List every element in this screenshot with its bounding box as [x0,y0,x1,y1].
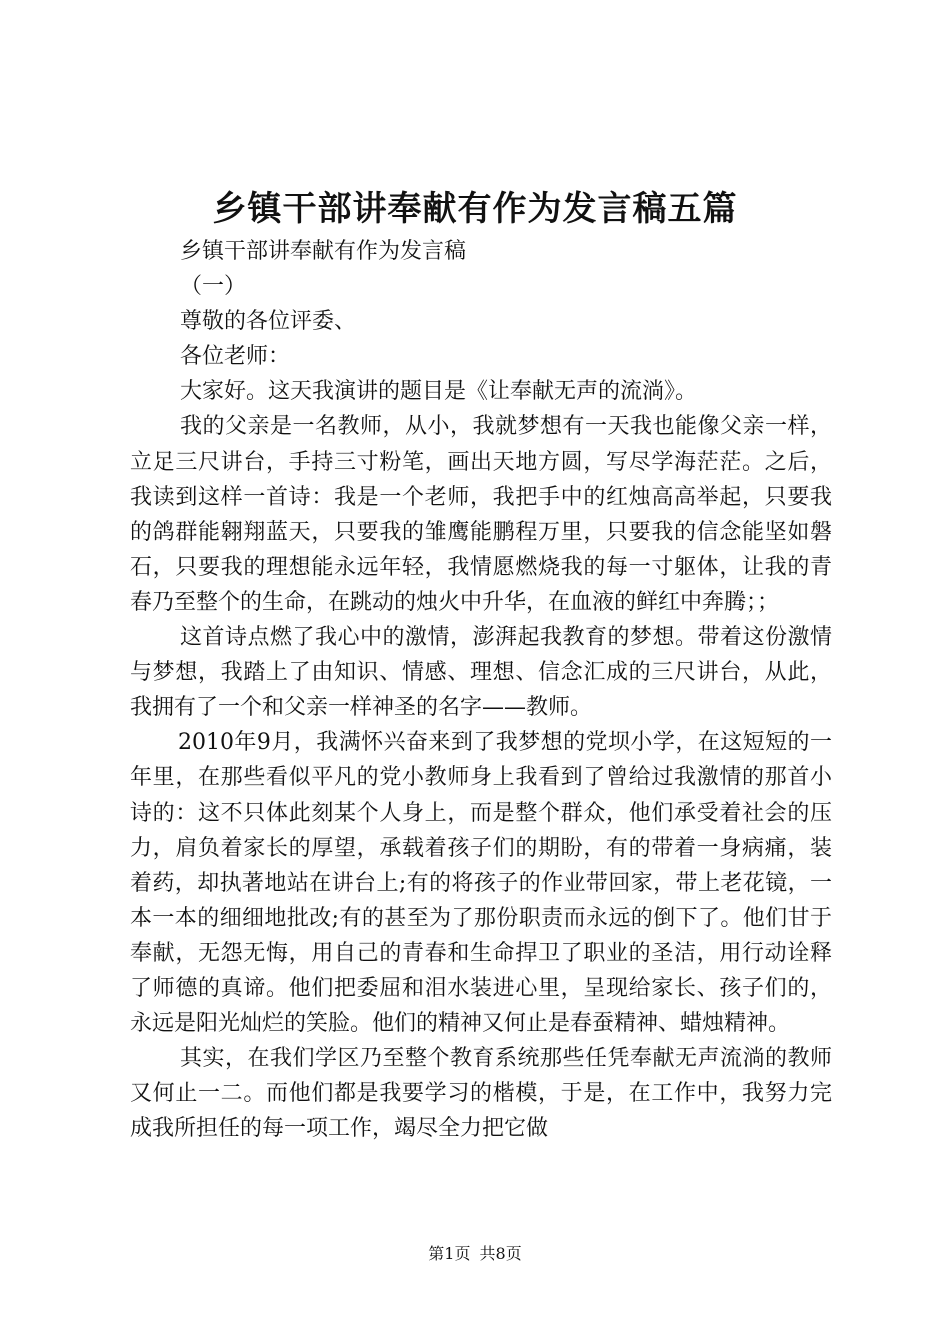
section-number: （一） [180,274,247,300]
salutation-line-2: 各位老师： [180,344,291,370]
page-footer [0,1244,950,1264]
document-title: 乡镇干部讲奉献有作为发言稿五篇 [212,189,738,229]
page-number: 第1页 [428,1244,471,1263]
greeting-paragraph: 大家好。这天我演讲的题目是《让奉献无声的流淌》。 [180,379,698,405]
body-paragraph: 其实，在我们学区乃至整个教育系统那些任凭奉献无声流淌的教师又何止一二。而他们都是我要学习的楷模，于是，在工作中，我努力完成我所担任的每一项工作，竭尽全力把它做 [130,1046,832,1142]
body-paragraph: 我的父亲是一名教师，从小，我就梦想有一天我也能像父亲一样，立足三尺讲台，手持三寸粉笔，画出天地方圆，写尽学海茫茫。之后，我读到这样一首诗：我是一个老师，我把手中的红烛高高举起，只要我的鸽群能翱翔蓝天，只要我的雏鹰能鹏程万里，只要我的信念能坚如磐石，只要我的理想能永远年轻，我情愿燃烧我的每一寸躯体，让我的青春乃至整个的生命，在跳动的烛火中升华，在血液的鲜红中奔腾；； [130,414,832,615]
page-total: 共8页 [479,1244,522,1263]
salutation-line-1: 尊敬的各位评委、 [180,309,357,335]
subtitle-paragraph: 乡镇干部讲奉献有作为发言稿 [180,239,467,264]
body-paragraph: 这首诗点燃了我心中的激情，澎湃起我教育的梦想。带着这份激情与梦想，我踏上了由知识、情感、理想、信念汇成的三尺讲台，从此，我拥有了一个和父亲一样神圣的名字——教师。 [130,625,832,721]
body-paragraph: 2010年9月，我满怀兴奋来到了我梦想的党坝小学，在这短短的一年里，在那些看似平凡的党小教师身上我看到了曾给过我激情的那首小诗的：这不只体此刻某个人身上，而是整个群众，他们承受着社会的压力，肩负着家长的厚望，承载着孩子们的期盼，有的带着一身病痛，装着药，却执著地站在讲台上;有的将孩子的作业带回家，带上老花镜，一本一本的细细地批改;有的甚至为了那份职责而永远的倒下了。他们甘于奉献，无怨无悔，用自己的青春和生命捍卫了职业的圣洁，用行动诠释了师德的真谛。他们把委屈和泪水装进心里，呈现给家长、孩子们的，永远是阳光灿烂的笑脸。他们的精神又何止是春蚕精神、蜡烛精神。 [130,730,832,1037]
document-body [130,234,832,1146]
